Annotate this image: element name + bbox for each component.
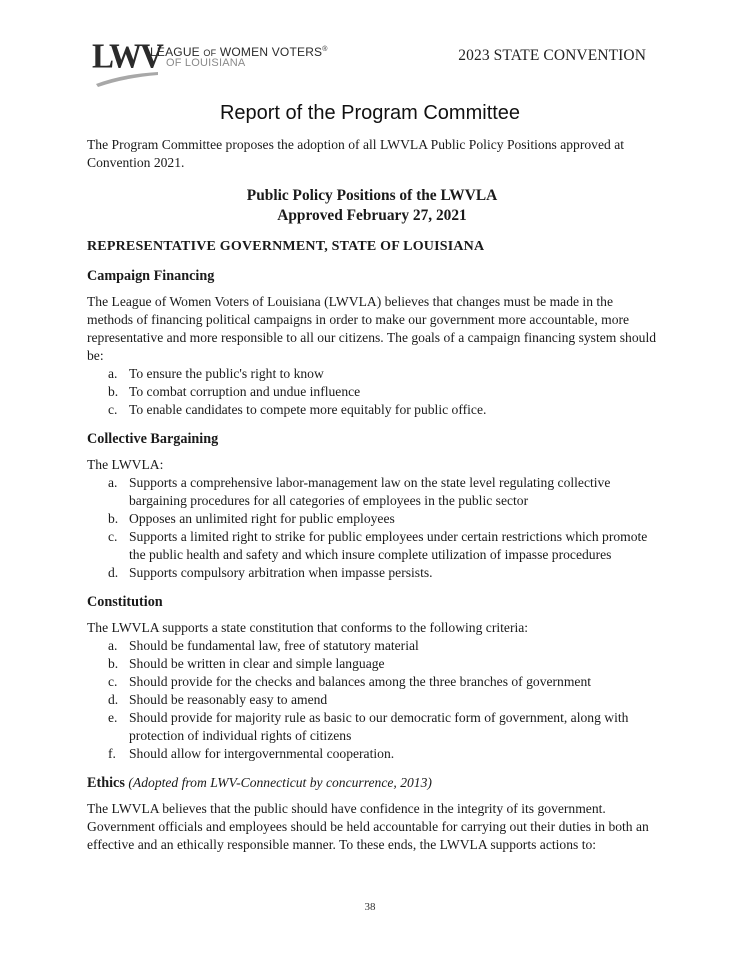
logo-mark: LWV [92, 38, 162, 76]
campaign-financing-heading: Campaign Financing [87, 268, 215, 284]
constitution-list [87, 637, 657, 763]
list-item: c. Supports a limited right to strike for public employees under certain restrictions which promote the public health and safety and which insure complete utilization of impasse procedures [108, 529, 648, 562]
positions-heading-line1: Public Policy Positions of the LWVLA [246, 187, 498, 204]
ethics-heading: Ethics (Adopted from LWV-Connecticut by concurrence, 2013) [87, 775, 432, 791]
list-item: a. Supports a comprehensive labor-management law on the state level regulating collective bargaining procedures for all categories of employees in the public sector [108, 475, 611, 508]
ethics-note: (Adopted from LWV-Connecticut by concurrence, 2013) [128, 775, 432, 790]
list-item: e. Should provide for majority rule as basic to our democratic form of government, along with protection of individual rights of citizens [108, 710, 629, 743]
logo-line1: LEAGUE OF WOMEN VOTERS® [150, 45, 328, 59]
logo-swoosh-icon [92, 68, 162, 88]
list-item: c. To enable candidates to compete more equitably for public office. [108, 402, 487, 417]
section-heading: REPRESENTATIVE GOVERNMENT, STATE OF LOUISIANA [87, 239, 485, 254]
lwv-logo [92, 38, 328, 86]
ethics-body: The LWVLA believes that the public should have confidence in the integrity of its government. Government officials and employees should be held accountable for carrying out their duties in both an effective and an ethically responsible manner. To these ends, the LWVLA supports actions to: [87, 801, 649, 852]
constitution-heading: Constitution [87, 594, 163, 610]
campaign-financing-body: The League of Women Voters of Louisiana (LWVLA) believes that changes must be made in the methods of financing political campaigns in order to make our government more accountable, more representative and more responsible to all our citizens. The goals of a campaign financing system should be: [87, 294, 657, 363]
list-item: b. Opposes an unlimited right for public employees [108, 511, 395, 526]
positions-heading [87, 186, 657, 226]
list-item: a. Should be fundamental law, free of statutory material [108, 638, 419, 653]
logo-line2: OF LOUISIANA [166, 57, 246, 69]
list-item: d. Should be reasonably easy to amend [108, 692, 328, 707]
constitution-body: The LWVLA supports a state constitution that conforms to the following criteria: [87, 620, 529, 635]
page-title: Report of the Program Committee [219, 102, 521, 124]
list-item: f. Should allow for intergovernmental cooperation. [108, 746, 395, 761]
collective-bargaining-body: The LWVLA: [87, 457, 164, 472]
list-item: d. Supports compulsory arbitration when impasse persists. [108, 565, 433, 580]
collective-bargaining-heading: Collective Bargaining [87, 431, 219, 447]
list-item: b. To combat corruption and undue influence [108, 384, 361, 399]
intro-paragraph: The Program Committee proposes the adoption of all LWVLA Public Policy Positions approved at Convention 2021. [87, 137, 624, 170]
list-item: a. To ensure the public's right to know [108, 366, 324, 381]
convention-label: 2023 STATE CONVENTION [458, 47, 646, 64]
list-item: b. Should be written in clear and simple language [108, 656, 385, 671]
page-number: 38 [364, 901, 376, 913]
positions-heading-line2: Approved February 27, 2021 [277, 207, 467, 224]
campaign-financing-list [87, 365, 657, 419]
collective-bargaining-list [87, 474, 657, 582]
list-item: c. Should provide for the checks and balances among the three branches of government [108, 674, 592, 689]
document-body [87, 136, 657, 854]
